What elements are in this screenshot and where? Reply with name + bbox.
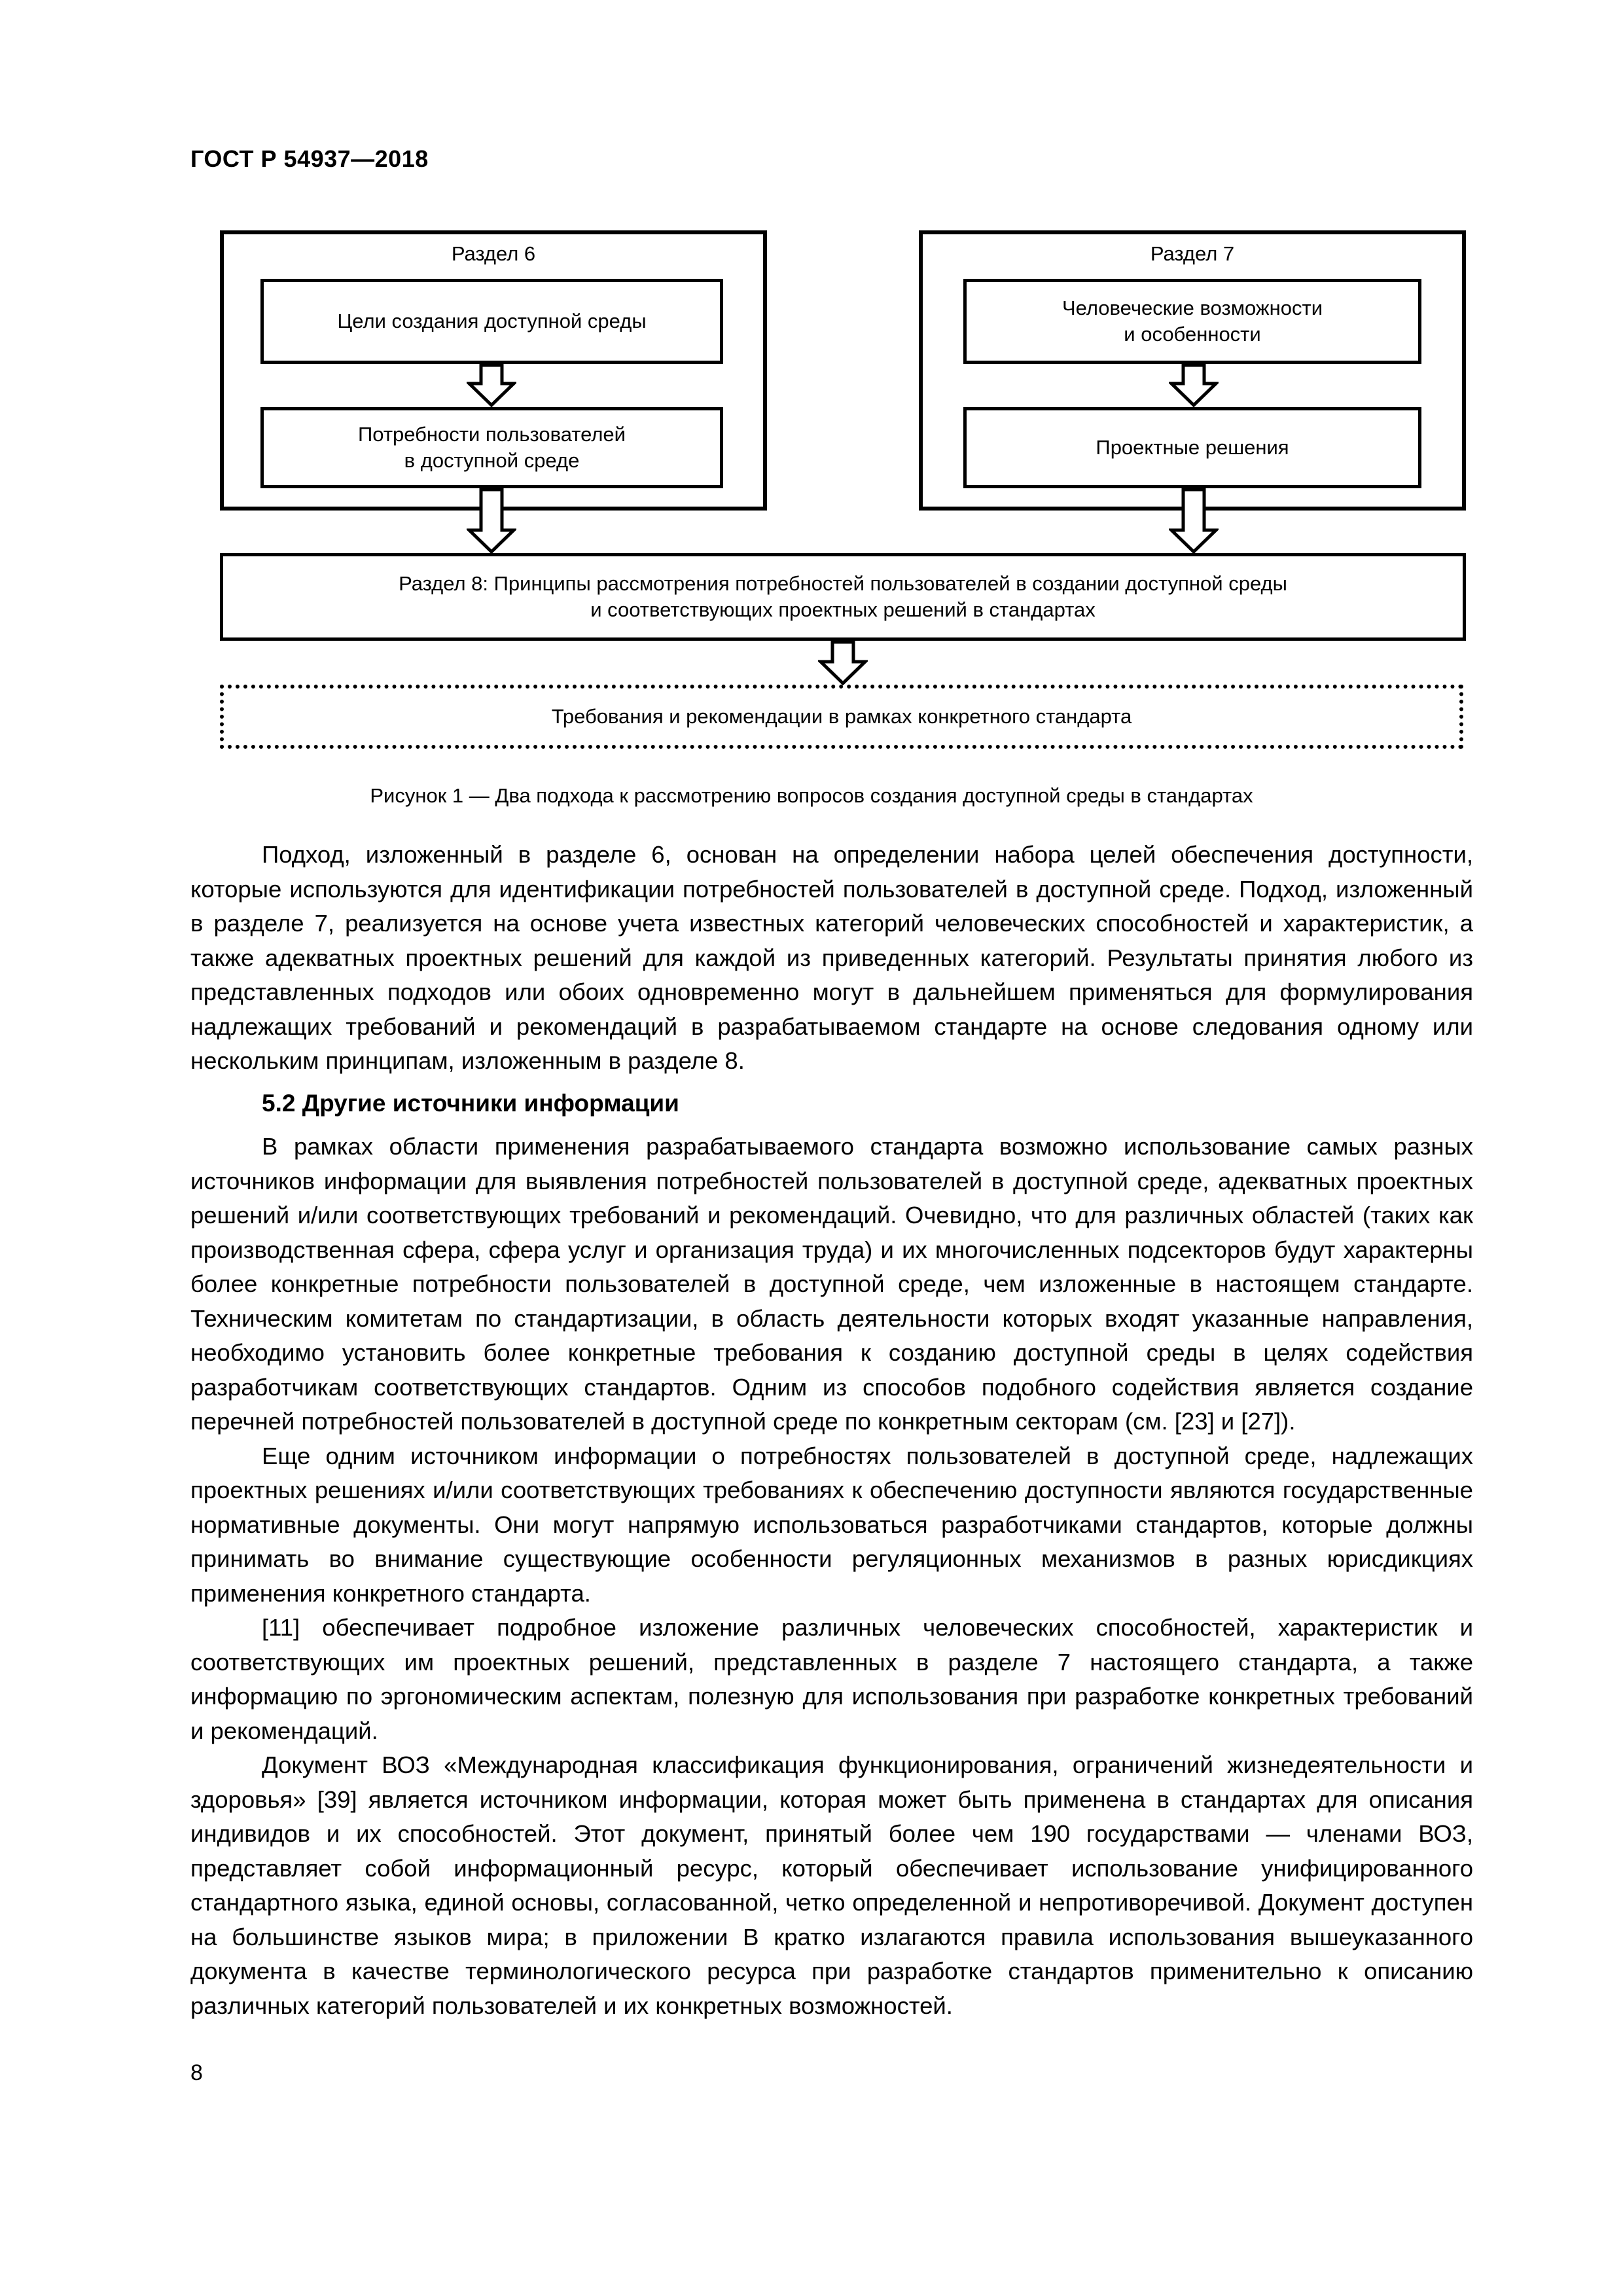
figure-caption: Рисунок 1 — Два подхода к рассмотрению вопросов создания доступной среды в стандартах: [370, 784, 1253, 807]
body-text: [190, 838, 1473, 2023]
section-8-box: Раздел 8: Принципы рассмотрения потребностей пользователей в создании доступной среды и соответствующих проектных решений в стандартах: [220, 553, 1466, 641]
paragraph: Еще одним источником информации о потребностях пользователей в доступной среде, надлежащих проектных решениях и/или соответствующих требованиях к обеспечению доступности являются государственные нормативные документы. Они могут напрямую использоваться разработчиками стандартов, которые должны принимать во внимание существующие особенности регуляционных механизмов в разных юрисдикциях применения конкретного стандарта.: [190, 1442, 1473, 1607]
paragraph: В рамках области применения разрабатываемого стандарта возможно использование самых разных источников информации для выявления потребностей пользователей в доступной среде, адекватных проектных решений и/или соответствующих требований и рекомендаций. Очевидно, что для различных областей (таких как производственная сфера, сфера услуг и организация труда) и их многочисленных подсекторов будут характерны более конкретные потребности пользователей в доступной среде, чем изложенные в настоящем стандарте. Техническим комитетам по стандартизации, в область деятельности которых входят указанные направления, необходимо установить более конкретные требования к созданию доступной среды в целях содействия разработчикам соответствующих стандартов. Одним из способов подобного содействия является создание перечней потребностей пользователей в доступной среде по конкретным секторам (см. [23] и [27]).: [190, 1133, 1473, 1435]
arrow-down-icon: [467, 488, 516, 554]
document-header: ГОСТ Р 54937—2018: [190, 145, 429, 172]
section-6-title: Раздел 6: [451, 242, 536, 265]
design-solutions-box: Проектные решения: [963, 407, 1421, 488]
requirements-box: Требования и рекомендации в рамках конкретного стандарта: [220, 685, 1463, 749]
accessibility-goals-box: Цели создания доступной среды: [260, 279, 723, 364]
paragraph: Документ ВОЗ «Международная классификация функционирования, ограничений жизнедеятельности и здоровья» [39] является источником информации, которая может быть применена в стандартах для описания индивидов и их способностей. Этот документ, принятый более чем 190 государствами — членами ВОЗ, представляет собой информационный ресурс, который обеспечивает использование унифицированного стандартного языка, единой основы, согласованной, четко определенной и непротиворечивой. Документ доступен на большинстве языков мира; в приложении В кратко излагаются правила использования вышеуказанного документа в качестве терминологического ресурса при разработке стандартов применительно к описанию различных категорий пользователей и их конкретных возможностей.: [190, 1751, 1473, 2019]
user-needs-box: Потребности пользователей в доступной среде: [260, 407, 723, 488]
paragraph: [11] обеспечивает подробное изложение различных человеческих способностей, характеристик и соответствующих им проектных решений, представленных в разделе 7 настоящего стандарта, а также информацию по эргономическим аспектам, полезную для использования при разработке конкретных требований и рекомендаций.: [190, 1614, 1473, 1744]
section-heading: 5.2 Другие источники информации: [262, 1089, 679, 1117]
arrow-down-icon: [1169, 488, 1219, 554]
paragraph: Подход, изложенный в разделе 6, основан на определении набора целей обеспечения доступности, которые используются для идентификации потребностей пользователей в доступной среде. Подход, изложенный в разделе 7, реализуется на основе учета известных категорий человеческих способностей и характеристик, а также адекватных проектных решений для каждой из приведенных категорий. Результаты принятия любого из представленных подходов или обоих одновременно могут в дальнейшем применяться для формулирования надлежащих требований и рекомендаций в разрабатываемом стандарте на основе следования одному или нескольким принципам, изложенным в разделе 8.: [190, 841, 1473, 1074]
arrow-down-icon: [467, 364, 516, 407]
figure-diagram: [0, 0, 1623, 818]
page-number: 8: [190, 2060, 203, 2085]
arrow-down-icon: [1169, 364, 1219, 407]
section-7-title: Раздел 7: [1150, 242, 1235, 265]
arrow-down-icon: [818, 641, 868, 685]
human-abilities-box: Человеческие возможности и особенности: [963, 279, 1421, 364]
